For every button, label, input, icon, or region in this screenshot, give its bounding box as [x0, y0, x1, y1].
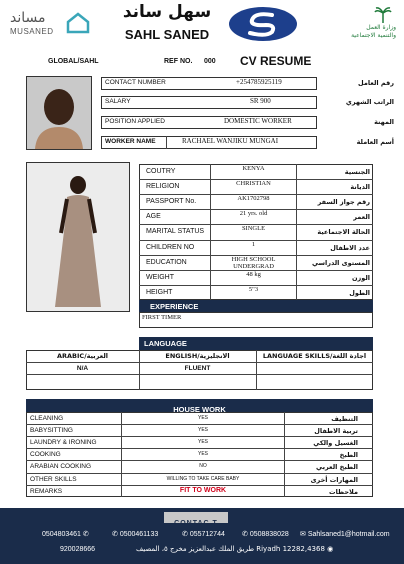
detail-arabic: الحالة الاجتماعية	[317, 228, 370, 237]
housework-arabic: ملاحظات	[329, 487, 358, 496]
position-label: POSITION APPLIED	[105, 118, 165, 125]
contact-badge	[164, 512, 228, 527]
detail-label: COUTRY	[146, 168, 176, 175]
cv-title: CV RESUME	[240, 54, 312, 68]
housework-value: YES	[197, 427, 208, 434]
housework-header	[26, 399, 373, 412]
detail-value: 48 kg	[246, 270, 261, 278]
detail-label: EDUCATION	[146, 258, 187, 266]
language-header	[139, 337, 373, 350]
palm-icon	[374, 6, 392, 24]
sahl-saned-s-logo	[228, 6, 298, 47]
phone-4: ✆ 0508838028	[242, 531, 289, 538]
language-col-skills: LANGUAGE SKILLS/اجادة اللغة	[262, 352, 367, 360]
detail-label: PASSPORT No.	[146, 198, 197, 206]
worker-full-photo	[26, 162, 130, 312]
housework-arabic: الغسيل والكي	[313, 439, 358, 448]
agency-name: GLOBAL/SAHL	[48, 58, 99, 65]
experience-header	[139, 300, 373, 312]
phone-3: ✆ 055712744	[182, 531, 225, 538]
detail-value: 1	[251, 240, 256, 248]
housework-arabic: تربية الاطفال	[314, 427, 358, 436]
worker-name-value: RACHAEL WANJIKU MUNGAI	[182, 137, 279, 145]
housework-arabic: الطبخ	[339, 451, 358, 460]
worker-name-label: WORKER NAME	[105, 138, 156, 145]
english-level-value: FLUENT	[184, 365, 211, 372]
detail-value: 21 yrs. old	[239, 210, 268, 218]
housework-arabic: الطبخ العربي	[316, 463, 358, 472]
housework-value: NO	[199, 463, 207, 470]
housework-value: YES	[197, 439, 208, 446]
musaned-english-text: MUSANED	[10, 27, 54, 36]
contact-number-label: CONTACT NUMBER	[105, 79, 166, 86]
address: طريق الملك عبدالعزيز مخرج ٥، المصيف Riyadh 12282,4368 ◉	[136, 545, 334, 553]
phone-icon: ✆	[182, 531, 190, 538]
housework-arabic: التنظيف	[331, 415, 358, 423]
detail-arabic: العمر	[353, 213, 370, 222]
language-header-text: LANGUAGE	[144, 339, 187, 348]
worker-name-arabic: أسم العاملة	[356, 138, 394, 146]
musaned-house-icon	[66, 12, 90, 39]
contact-badge-text: CONTAC T	[174, 520, 218, 527]
detail-arabic: المستوى الدراسي	[312, 258, 370, 267]
brand-arabic: سهل ساند	[122, 2, 212, 22]
detail-value: CHRISTIAN	[236, 180, 271, 188]
detail-arabic: الطول	[349, 288, 370, 297]
detail-value: KENYA	[242, 165, 265, 172]
phone-5: 920028666	[60, 546, 96, 553]
experience-header-text: EXPERIENCE	[150, 302, 199, 311]
footer-bar	[0, 508, 404, 564]
housework-value: YES	[197, 415, 208, 421]
location-pin-icon: ◉	[324, 545, 334, 553]
detail-arabic: الوزن	[351, 273, 370, 282]
detail-value: HIGH SCHOOL UNDERGRAD	[231, 255, 276, 270]
phone-icon: ✆	[242, 531, 250, 538]
housework-label: OTHER SKILLS	[30, 475, 77, 483]
salary-label: SALARY	[105, 98, 131, 105]
housework-label: REMARKS	[30, 487, 63, 495]
language-col-english: ENGLISH/الانجليزية	[165, 352, 230, 360]
position-arabic: المهنة	[374, 118, 394, 126]
detail-label: MARITAL STATUS	[146, 228, 205, 236]
phone-1: 0504803461 ✆	[42, 531, 89, 538]
housework-label: CLEANING	[30, 415, 64, 422]
housework-value: WILLING TO TAKE CARE BABY	[166, 475, 240, 482]
detail-label: CHILDREN NO	[146, 243, 195, 251]
detail-label: WEIGHT	[146, 273, 174, 281]
detail-label: HEIGHT	[146, 288, 173, 296]
housework-value: FIT TO WORK	[179, 486, 227, 494]
detail-arabic: عدد الاطفال	[330, 243, 370, 252]
phone-2: ✆ 0500461133	[112, 531, 159, 538]
ministry-logo	[340, 6, 396, 40]
worker-portrait-photo	[26, 76, 92, 150]
housework-label: ARABIAN COOKING	[30, 463, 92, 471]
housework-label: LAUNDRY & IRONING	[30, 439, 97, 447]
detail-value: SINGLE	[241, 225, 266, 233]
email-icon: ✉	[300, 531, 308, 538]
salary-arabic: الراتب الشهري	[345, 98, 394, 106]
contact-number-value: +254785925119	[236, 78, 282, 86]
phone-icon: ✆	[112, 531, 120, 538]
contact-number-arabic: رقم العامل	[358, 79, 394, 87]
detail-label: RELIGION	[146, 183, 180, 191]
housework-label: BABYSITTING	[30, 427, 73, 435]
position-value: DOMESTIC WORKER	[224, 117, 292, 125]
musaned-logo	[10, 10, 70, 38]
language-col-arabic: ARABIC/العربية	[56, 352, 108, 360]
ministry-name-line1: وزارة العمل	[366, 24, 396, 31]
ministry-name-line2: والتنمية الاجتماعية	[351, 32, 396, 39]
brand-english: SAHL SANED	[124, 27, 210, 42]
detail-value: 5"3	[248, 285, 259, 293]
housework-header-text: HOUSE WORK	[173, 405, 226, 414]
detail-arabic: رقم جواز السفر	[317, 198, 370, 207]
housework-label: COOKING	[30, 451, 61, 459]
email: ✉ Sahlsaned1@hotmail.com	[300, 531, 390, 538]
detail-arabic: الجنسية	[344, 168, 370, 176]
experience-value: FIRST TIMER	[142, 314, 182, 321]
musaned-arabic-text: مساند	[10, 10, 46, 26]
housework-value: YES	[197, 451, 208, 458]
arabic-level-value: N/A	[76, 365, 89, 372]
housework-arabic: المهارات أخرى	[310, 475, 358, 484]
experience-box	[139, 312, 373, 328]
detail-arabic: الديانة	[350, 183, 370, 192]
salary-value: SR 900	[250, 97, 271, 105]
ref-label: REF NO.	[164, 58, 193, 65]
phone-icon: ✆	[80, 531, 89, 538]
ref-number: 000	[204, 58, 216, 65]
detail-label: AGE	[146, 213, 161, 221]
detail-value: AK1702798	[237, 195, 270, 203]
